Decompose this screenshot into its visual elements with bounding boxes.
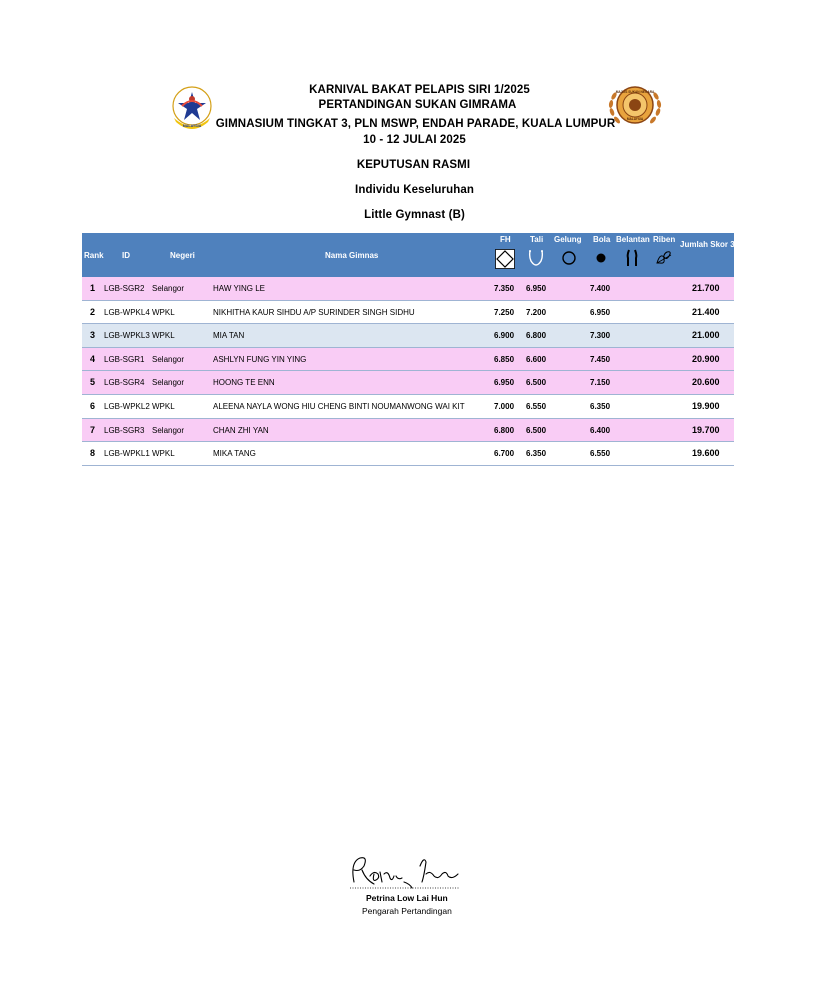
ribbon-icon [655, 249, 673, 267]
cell-nama: MIA TAN [213, 331, 245, 341]
cell-bola: 6.350 [590, 401, 611, 411]
cell-nama: ASHLYN FUNG YIN YING [213, 354, 307, 364]
cell-bola: 7.300 [590, 331, 611, 341]
cell-negeri: Selangor [152, 284, 185, 293]
cell-bola: 6.950 [590, 307, 611, 317]
table-body [82, 277, 734, 466]
svg-text:MALAYSIA: MALAYSIA [182, 124, 202, 128]
cell-tali: 7.200 [526, 307, 547, 317]
cell-jumlah: 20.600 [692, 377, 720, 388]
cell-tali: 6.950 [526, 284, 547, 293]
cell-jumlah: 21.400 [692, 306, 720, 317]
col-rank: Rank [84, 251, 104, 260]
hoop-icon [561, 249, 577, 267]
svg-text:MALAYSIA: MALAYSIA [626, 117, 644, 121]
table-row [82, 324, 734, 348]
cell-jumlah: 21.000 [692, 330, 720, 341]
cell-nama: ALEENA NAYLA WONG HIU CHENG BINTI NOUMANWONG WAI KIT [213, 401, 465, 411]
cell-fh: 7.250 [494, 307, 515, 317]
cell-id: LGB-WPKL2 [104, 401, 150, 411]
cell-rank: 1 [90, 283, 96, 293]
results-table [82, 233, 792, 466]
cell-id: LGB-SGR3 [104, 425, 145, 435]
svg-text:MAJLIS SUKAN NEGARA: MAJLIS SUKAN NEGARA [615, 90, 655, 94]
cell-rank: 4 [90, 353, 96, 364]
table-row [82, 371, 734, 395]
table-row [82, 301, 734, 325]
cell-rank: 8 [90, 448, 96, 459]
cell-negeri: WPKL [152, 307, 175, 317]
cell-rank: 6 [90, 400, 96, 411]
cell-id: LGB-WPKL1 [104, 449, 150, 459]
cell-id: LGB-WPKL4 [104, 307, 150, 317]
free-hand-icon [495, 249, 515, 269]
cell-fh: 7.000 [494, 401, 515, 411]
cell-nama: MIKA TANG [213, 449, 256, 459]
cell-bola: 6.400 [590, 425, 611, 435]
cell-negeri: Selangor [152, 354, 185, 364]
cell-bola: 6.550 [590, 449, 611, 459]
clubs-icon [624, 249, 640, 267]
cell-rank: 3 [90, 330, 96, 341]
event-venue: GIMNASIUM TINGKAT 3, PLN MSWP, ENDAH PARADE, KUALA LUMPUR [215, 118, 616, 130]
signatory-name: Petrina Low Lai Hun [366, 893, 448, 903]
cell-rank: 2 [90, 306, 96, 317]
cell-bola: 7.150 [590, 378, 611, 388]
cell-negeri: WPKL [152, 331, 175, 341]
col-negeri: Negeri [170, 251, 195, 260]
cell-tali: 6.500 [526, 425, 547, 435]
cell-tali: 6.800 [526, 331, 547, 341]
col-id: ID [122, 251, 130, 260]
cell-nama: HOONG TE ENN [213, 378, 275, 388]
cell-negeri: WPKL [152, 401, 175, 411]
event-subtitle: PERTANDINGAN SUKAN GIMRAMA [318, 99, 517, 111]
cell-fh: 6.900 [494, 331, 515, 341]
cell-negeri: Selangor [152, 378, 185, 388]
table-row [82, 442, 734, 466]
results-status: KEPUTUSAN RASMI [356, 159, 471, 171]
table-row [82, 395, 734, 419]
cell-nama: CHAN ZHI YAN [213, 425, 269, 435]
cell-negeri: WPKL [152, 449, 175, 459]
cell-id: LGB-SGR1 [104, 354, 145, 364]
event-title: KARNIVAL BAKAT PELAPIS SIRI 1/2025 [309, 84, 530, 96]
cell-fh: 6.950 [494, 378, 515, 388]
cell-jumlah: 21.700 [692, 283, 720, 293]
cell-fh: 6.800 [494, 425, 515, 435]
cell-nama: NIKHITHA KAUR SIHDU A/P SURINDER SINGH SIDHU [213, 307, 415, 317]
signature-image [340, 852, 470, 897]
cell-id: LGB-SGR4 [104, 378, 145, 388]
col-riben: Riben [653, 235, 676, 244]
signatory-title: Pengarah Pertandingan [362, 906, 452, 916]
cell-id: LGB-WPKL3 [104, 331, 150, 341]
rope-icon [528, 249, 544, 267]
cell-id: LGB-SGR2 [104, 284, 145, 293]
cell-jumlah: 19.700 [692, 424, 720, 435]
table-header [82, 233, 792, 277]
table-row [82, 348, 734, 372]
table-row [82, 419, 734, 443]
event-dates: 10 - 12 JULAI 2025 [363, 134, 466, 146]
cell-tali: 6.550 [526, 401, 547, 411]
results-category: Individu Keseluruhan [355, 184, 474, 196]
cell-jumlah: 19.600 [692, 448, 720, 459]
cell-nama: HAW YING LE [213, 284, 266, 293]
cell-fh: 6.700 [494, 449, 515, 459]
col-tali: Tali [530, 235, 544, 244]
col-fh: FH [500, 235, 511, 244]
cell-tali: 6.350 [526, 449, 547, 459]
cell-negeri: Selangor [152, 425, 185, 435]
col-bola: Bola [593, 235, 611, 244]
col-jumlah: Jumlah Skor 3 Alatan Terbaik [680, 240, 792, 249]
cell-fh: 7.350 [494, 284, 515, 293]
cell-tali: 6.500 [526, 378, 547, 388]
cell-tali: 6.600 [526, 354, 547, 364]
ball-icon [594, 249, 608, 267]
cell-rank: 7 [90, 424, 96, 435]
col-nama: Nama Gimnas [325, 251, 379, 260]
cell-bola: 7.400 [590, 284, 611, 293]
col-belantan: Belantan [616, 235, 650, 244]
cell-jumlah: 19.900 [692, 400, 720, 411]
cell-bola: 7.450 [590, 354, 611, 364]
col-gelung: Gelung [554, 235, 582, 244]
table-row [82, 277, 734, 301]
cell-jumlah: 20.900 [692, 353, 720, 364]
cell-rank: 5 [90, 377, 96, 388]
results-division: Little Gymnast (B) [364, 209, 465, 221]
cell-fh: 6.850 [494, 354, 515, 364]
